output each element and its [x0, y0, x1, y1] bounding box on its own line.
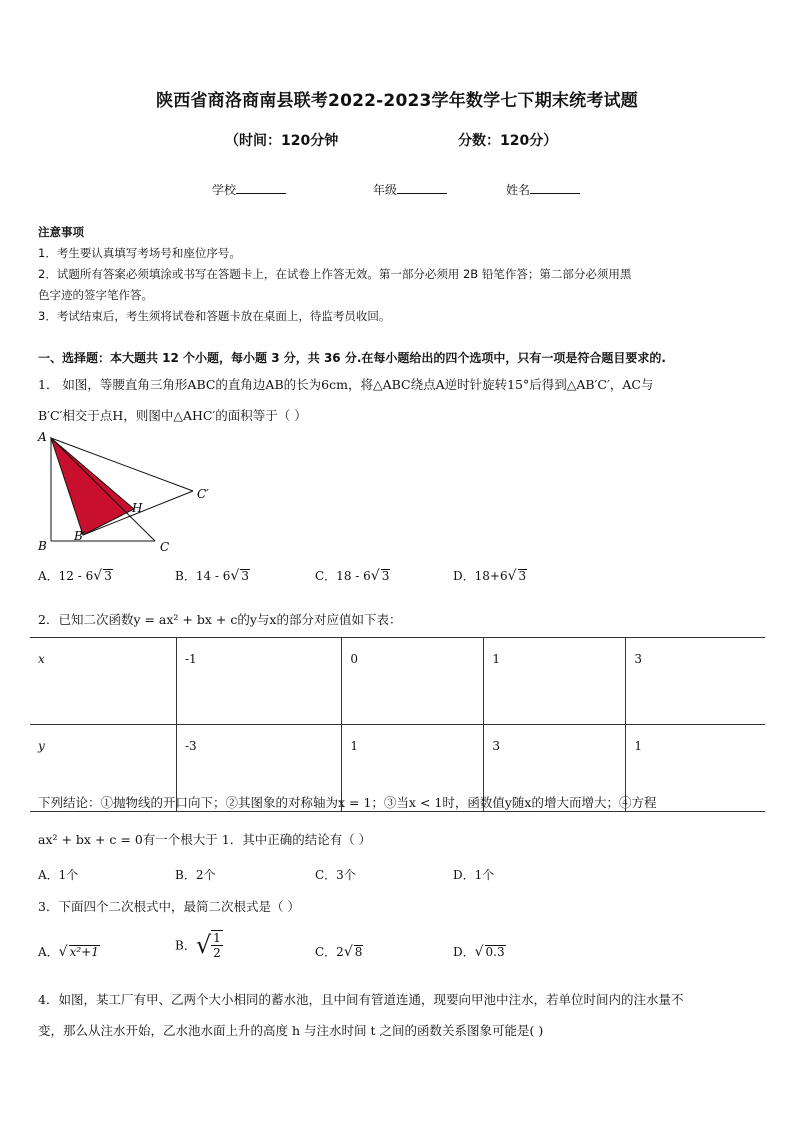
table-cell: 1 [626, 725, 765, 812]
section-heading: 一、选择题：本大题共 12 个小题，每小题 3 分，共 36 分.在每小题给出的四个选项中，只有一项是符合题目要求的. [38, 351, 666, 365]
q2-value-table [30, 637, 765, 812]
q1-option-b[interactable]: B．14 - 6√ 3 [175, 568, 249, 584]
label-c-prime: C′ [197, 487, 209, 501]
table-cell: 3 [484, 725, 626, 812]
q1-option-a[interactable]: A．12 - 6√ 3 [38, 568, 112, 584]
notice-title: 注意事项 [38, 225, 84, 239]
notice-item: 3．考试结束后，考生须将试卷和答题卡放在桌面上，待监考员收回。 [38, 309, 391, 323]
q2-conclusions-line2: ax² + bx + c = 0有一个根大于 1．其中正确的结论有（ ） [38, 832, 372, 847]
label-c: C [160, 540, 170, 554]
q3-stem: 3．下面四个二次根式中，最简二次根式是（ ） [38, 899, 300, 914]
q2-conclusions-line1: 下列结论：①抛物线的开口向下；②其图象的对称轴为x = 1；③当x < 1时，函数值y随x的增大而增大；④方程 [38, 795, 657, 810]
label-b: B [38, 539, 47, 553]
label-a: A [38, 430, 47, 444]
q3-option-c[interactable]: C．2√ 8 [315, 944, 363, 960]
q2-option-b[interactable]: B．2个 [175, 868, 216, 882]
table-cell: -3 [177, 725, 342, 812]
q1-option-c[interactable]: C．18 - 6√ 3 [315, 568, 390, 584]
name-field[interactable] [506, 181, 580, 198]
table-cell: -1 [177, 638, 342, 725]
q2-stem: 2．已知二次函数y = ax² + bx + c的y与x的部分对应值如下表： [38, 612, 402, 627]
table-cell: y [30, 725, 177, 812]
table-cell: x [30, 638, 177, 725]
q2-option-c[interactable]: C．3个 [315, 868, 356, 882]
q1-triangle-figure [36, 428, 216, 558]
name-label: 姓名 [506, 183, 531, 197]
label-h: H [132, 501, 143, 515]
q2-option-d[interactable]: D．1个 [453, 868, 495, 882]
q1-option-d[interactable]: D．18+6√ 3 [453, 568, 527, 584]
q4-stem-line1: 4．如图，某工厂有甲、乙两个大小相同的蓄水池，且中间有管道连通，现要向甲池中注水，若单位时间内的注水量不 [38, 992, 684, 1007]
table-cell: 0 [342, 638, 484, 725]
grade-field[interactable] [373, 181, 447, 198]
exam-score: 分数：120分） [458, 133, 558, 149]
notice-item: 2．试题所有答案必须填涂或书写在答题卡上，在试卷上作答无效。第一部分必须用 2B 铅笔作答；第二部分必须用黑 [38, 267, 632, 281]
page-title: 陕西省商洛商南县联考2022-2023学年数学七下期末统考试题 [156, 91, 638, 111]
q3-option-a[interactable]: A．√ x²+1 [38, 944, 99, 960]
q4-stem-line2: 变，那么从注水开始，乙水池水面上升的高度 h 与注水时间 t 之间的函数关系图象可能是( ) [38, 1023, 544, 1038]
label-b-prime: B′ [74, 529, 86, 543]
q1-stem-line1: 1． 如图，等腰直角三角形ABC的直角边AB的长为6cm，将△ABC绕点A逆时针旋转15°后得到△AB′C′，AC与 [38, 377, 654, 392]
q3-option-b[interactable]: B．√ $\frac{1}{2}$ [175, 931, 221, 960]
school-label: 学校 [212, 183, 237, 197]
notice-item: 1．考生要认真填写考场号和座位序号。 [38, 246, 241, 260]
q1-stem-line2: B′C′相交于点H，则图中△AHC′的面积等于（ ） [38, 408, 307, 423]
table-cell: 3 [626, 638, 765, 725]
q3-option-d[interactable]: D．√ 0.3 [453, 944, 505, 960]
table-cell: 1 [342, 725, 484, 812]
grade-label: 年级 [373, 183, 398, 197]
notice-item: 色字迹的签字笔作答。 [38, 288, 153, 302]
exam-time: （时间：120分钟 [225, 133, 339, 149]
q2-option-a[interactable]: A．1个 [38, 868, 79, 882]
table-cell: 1 [484, 638, 626, 725]
table-row [30, 638, 765, 725]
school-field[interactable] [212, 181, 286, 198]
